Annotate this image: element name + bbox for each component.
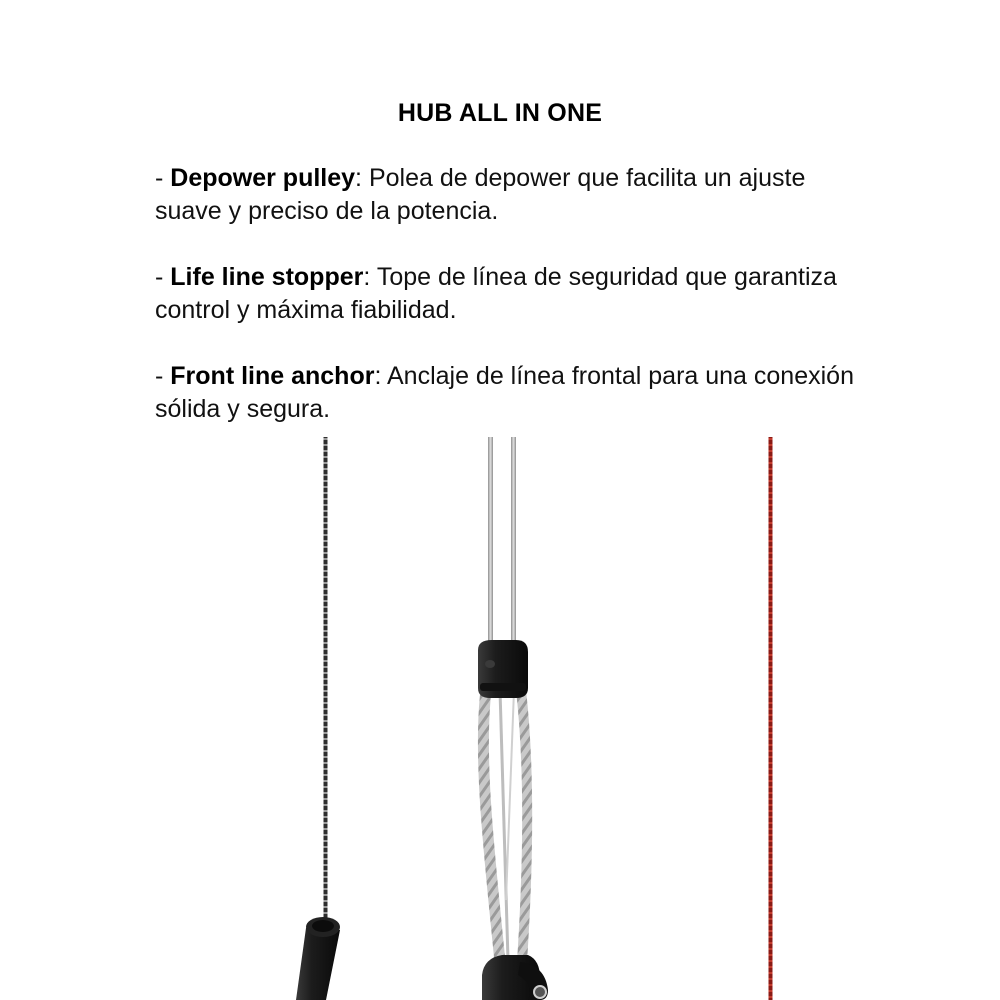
feature-separator: :	[374, 362, 387, 390]
feature-name: Life line stopper	[170, 263, 364, 291]
feature-name: Front line anchor	[170, 362, 375, 390]
feature-separator: :	[363, 263, 377, 291]
feature-item-life-line-stopper	[155, 261, 855, 327]
life-line-stopper	[296, 917, 340, 1000]
feature-separator: :	[355, 164, 369, 192]
hub-product-image	[0, 430, 1000, 1000]
feature-item-front-line-anchor	[155, 360, 855, 426]
feature-list	[155, 162, 855, 459]
depower-pulley	[478, 640, 528, 698]
feature-bullet: -	[155, 263, 171, 291]
feature-description: Polea de depower que facilita un ajuste suave y preciso de la potencia.	[155, 164, 806, 225]
feature-bullet: -	[155, 164, 171, 192]
life-line	[296, 437, 340, 1000]
feature-name: Depower pulley	[170, 164, 356, 192]
front-line-anchor	[482, 955, 548, 1000]
feature-bullet: -	[155, 362, 171, 390]
feature-item-depower-pulley	[155, 162, 855, 228]
page-title: HUB ALL IN ONE	[397, 99, 603, 127]
feature-description: Anclaje de línea frontal para una conexión sólida y segura.	[155, 362, 854, 423]
feature-description: Tope de línea de seguridad que garantiza control y máxima fiabilidad.	[155, 263, 837, 324]
depower-assembly	[478, 437, 548, 1000]
front-line	[769, 437, 773, 1000]
